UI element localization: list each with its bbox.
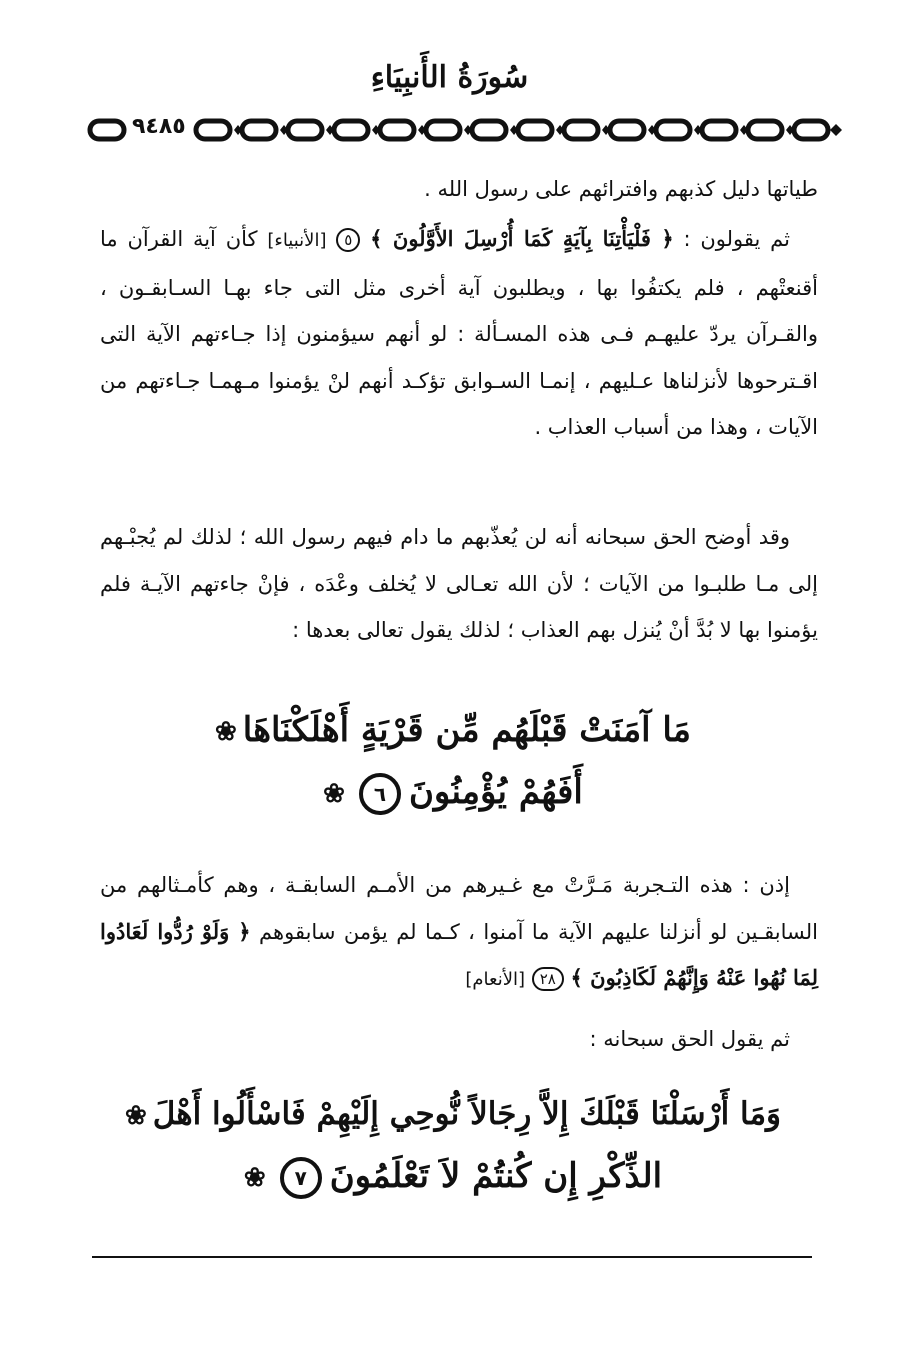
verse-number-28: ٢٨	[532, 967, 564, 991]
flower-ornament-icon: ❀	[124, 1100, 147, 1131]
paragraph-3	[100, 514, 818, 654]
quran-verse-block-7	[110, 1084, 790, 1208]
paragraph-5-text: ثم يقول الحق سبحانه :	[589, 1027, 790, 1051]
flower-ornament-icon: ❀	[323, 779, 345, 809]
verse-number-5: ٥	[336, 228, 360, 252]
surah-reference-anbiya: [الأنبياء]	[267, 230, 327, 251]
surah-title: سُورَةُ الأَنبِيَاءِ	[370, 60, 529, 95]
inline-verse-anam-28: ﴿ وَلَوْ رُدُّوا لَعَادُوا لِمَا نُهُوا عَنْهُ وَإِنَّهُمْ لَكَاذِبُونَ ﴾	[100, 918, 818, 990]
verse-6-line-2	[130, 762, 770, 824]
chain-border-ornament	[86, 112, 846, 148]
ayah-number-6: ٦	[359, 773, 401, 815]
verse-7-line-2	[110, 1146, 790, 1208]
ayah-number-7: ٧	[280, 1157, 322, 1199]
paragraph-2-body: كأن آية القرآن ما أقنعتْهم ، فلم يكتفُوا بها ، ويطلبون آية أخرى مثل التى جاء بهـا السـابقـون ، والقـرآن يردّ عليهـم فـى هذه المسـألة : لو أنهم سيؤمنون إذا جـاءتهم الآية التى اقـترحوها لأنزلناها عـليهم ، إنمـا السـوابق تؤكـد أنهم لنْ يؤمنوا مـهمـا جـاءتهم من الآيات ، وهذا من أسباب العذاب .	[100, 227, 818, 439]
surah-reference-anam: [الأنعام]	[465, 969, 526, 990]
verse-7-line-1	[110, 1084, 790, 1146]
paragraph-4-text: إذن : هذه التـجربة مَـرَّتْ مع غـيرهم من الأمـم السابقـة ، وهم كأمـثالهم من السابقـين لو أنزلنا عليهم الآية ما آمنوا ، كـما لم يؤمن سابقوهم	[100, 873, 819, 944]
paragraph-2	[100, 216, 818, 451]
paragraph-4	[100, 862, 818, 1004]
verse-6-line-1-text: مَا آمَنَتْ قَبْلَهُم مِّن قَرْيَةٍ أَهْلَكْنَاهَا	[242, 710, 692, 750]
verse-7-line-2-text: الذِّكْرِ إِن كُنتُمْ لاَ تَعْلَمُونَ	[329, 1155, 663, 1196]
quran-verse-block-6	[130, 700, 770, 824]
paragraph-3-text: وقد أوضح الحق سبحانه أنه لن يُعذّبهم ما دام فيهم رسول الله ؛ لذلك لم يُجبْـهم إلى مـا طلبـوا من الآيات ؛ لأن الله تعـالى لا يُخلف وعْدَه ، فإنْ جاءتهم الآيـة فلم يؤمنوا بها لا بُدَّ أنْ يُنزل بهم العذاب ؛ لذلك يقول تعالى بعدها :	[100, 525, 818, 642]
page-number: ٩٤٨٥	[128, 114, 190, 139]
verse-6-line-2-text: أَفَهُمْ يُؤْمِنُونَ	[408, 772, 583, 812]
flower-ornament-icon: ❀	[243, 1162, 266, 1193]
footer-rule	[92, 1256, 812, 1258]
paragraph-1: طياتها دليل كذبهم وافترائهم على رسول الله .	[424, 177, 818, 201]
verse-6-line-1	[130, 700, 770, 762]
paragraph-5	[100, 1016, 818, 1063]
verse-7-line-1-text: وَمَا أَرْسَلْنَا قَبْلَكَ إِلاَّ رِجَالاً نُّوحِي إِلَيْهِمْ فَاسْأَلُوا أَهْلَ	[152, 1096, 782, 1132]
inline-verse-anbiya-5: ﴿ فَلْيَأْتِنَا بِآيَةٍ كَمَا أُرْسِلَ الأَوَّلُونَ ﴾	[370, 226, 674, 251]
flower-ornament-icon: ❀	[214, 717, 237, 747]
paragraph-2-intro: ثم يقولون :	[673, 227, 790, 251]
